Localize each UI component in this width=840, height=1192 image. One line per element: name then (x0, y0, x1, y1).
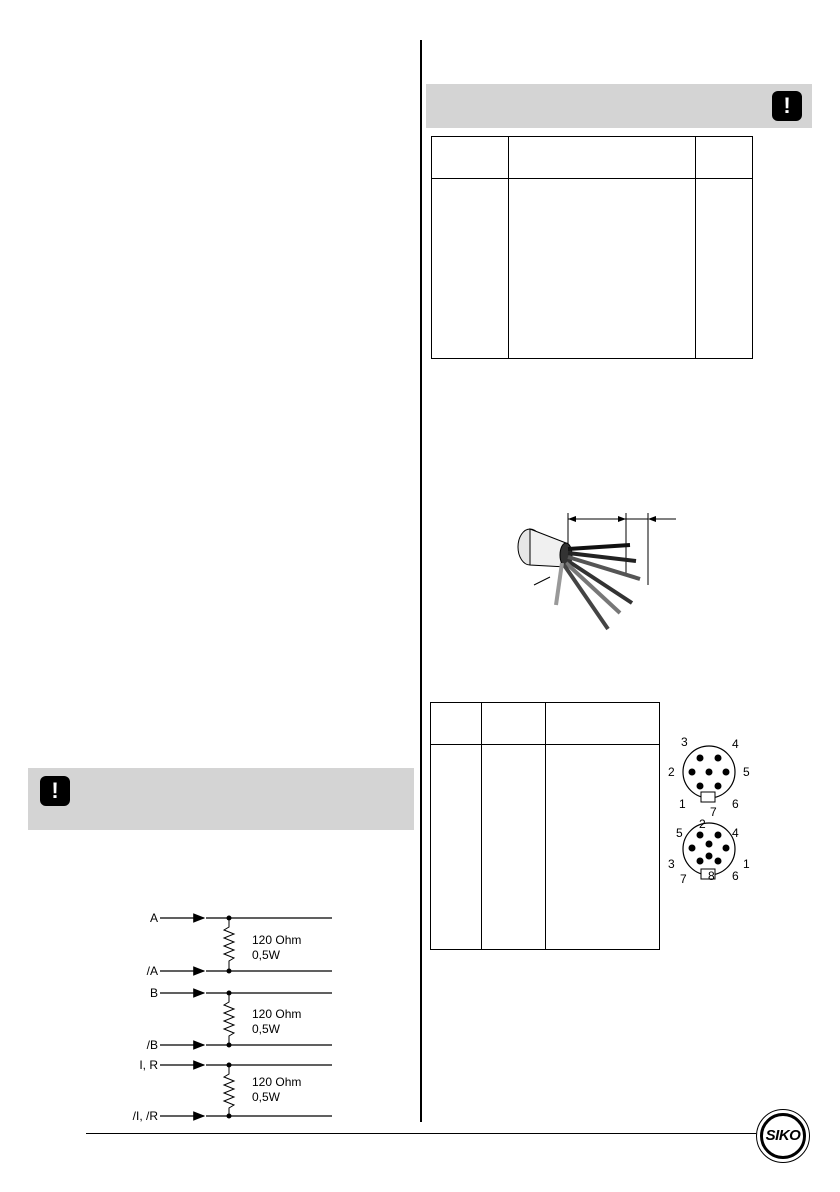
pin-label: 3 (668, 857, 675, 871)
table-cell (545, 745, 659, 950)
pin-label: 5 (743, 765, 750, 779)
resistor-value: 120 Ohm (252, 933, 302, 947)
table-cell (696, 179, 753, 359)
pin-assignment-table (431, 136, 753, 359)
table-cell (481, 745, 545, 950)
footer-rule (86, 1133, 756, 1134)
pin-label: 2 (699, 817, 706, 831)
connector-pin-table (430, 702, 660, 950)
table-header-cell (481, 703, 545, 745)
signal-label: /A (146, 964, 158, 978)
termination-resistor-schematic (120, 905, 340, 1127)
table-cell (432, 179, 509, 359)
pin-label: 2 (668, 765, 675, 779)
siko-logo: SIKO (760, 1113, 806, 1159)
table-cell (508, 179, 696, 359)
table-header-cell (432, 137, 509, 179)
pin-label: 6 (732, 869, 739, 882)
pin-label: 5 (676, 826, 683, 840)
cable-stripping-illustration (508, 505, 688, 635)
exclamation-notice-icon: ! (40, 776, 70, 806)
resistor-value: 120 Ohm (252, 1007, 302, 1021)
signal-label: B (149, 986, 158, 1000)
table-header-cell (545, 703, 659, 745)
resistor-power: 0,5W (252, 1022, 281, 1036)
pin-label: 8 (708, 869, 715, 882)
pin-label: 3 (681, 735, 688, 749)
notice-bar-left (28, 768, 414, 830)
pin-label: 1 (743, 857, 750, 871)
notice-bar-right (426, 84, 812, 128)
pin-label: 4 (732, 737, 739, 751)
connector-pinout-diagrams (664, 732, 764, 882)
signal-label: A (149, 911, 158, 925)
resistor-power: 0,5W (252, 948, 281, 962)
signal-label: /I, /R (132, 1109, 158, 1123)
resistor-value: 120 Ohm (252, 1075, 302, 1089)
pin-label: 4 (732, 826, 739, 840)
table-header-cell (431, 703, 482, 745)
column-divider (420, 40, 422, 1122)
signal-label: I, R (139, 1058, 158, 1072)
table-cell (431, 745, 482, 950)
resistor-power: 0,5W (252, 1090, 281, 1104)
pin-label: 7 (710, 805, 717, 819)
table-header-cell (696, 137, 753, 179)
pin-label: 6 (732, 797, 739, 811)
pin-label: 1 (679, 797, 686, 811)
exclamation-notice-icon: ! (772, 91, 802, 121)
table-header-cell (508, 137, 696, 179)
pin-label: 7 (680, 872, 687, 886)
signal-label: /B (146, 1038, 158, 1052)
